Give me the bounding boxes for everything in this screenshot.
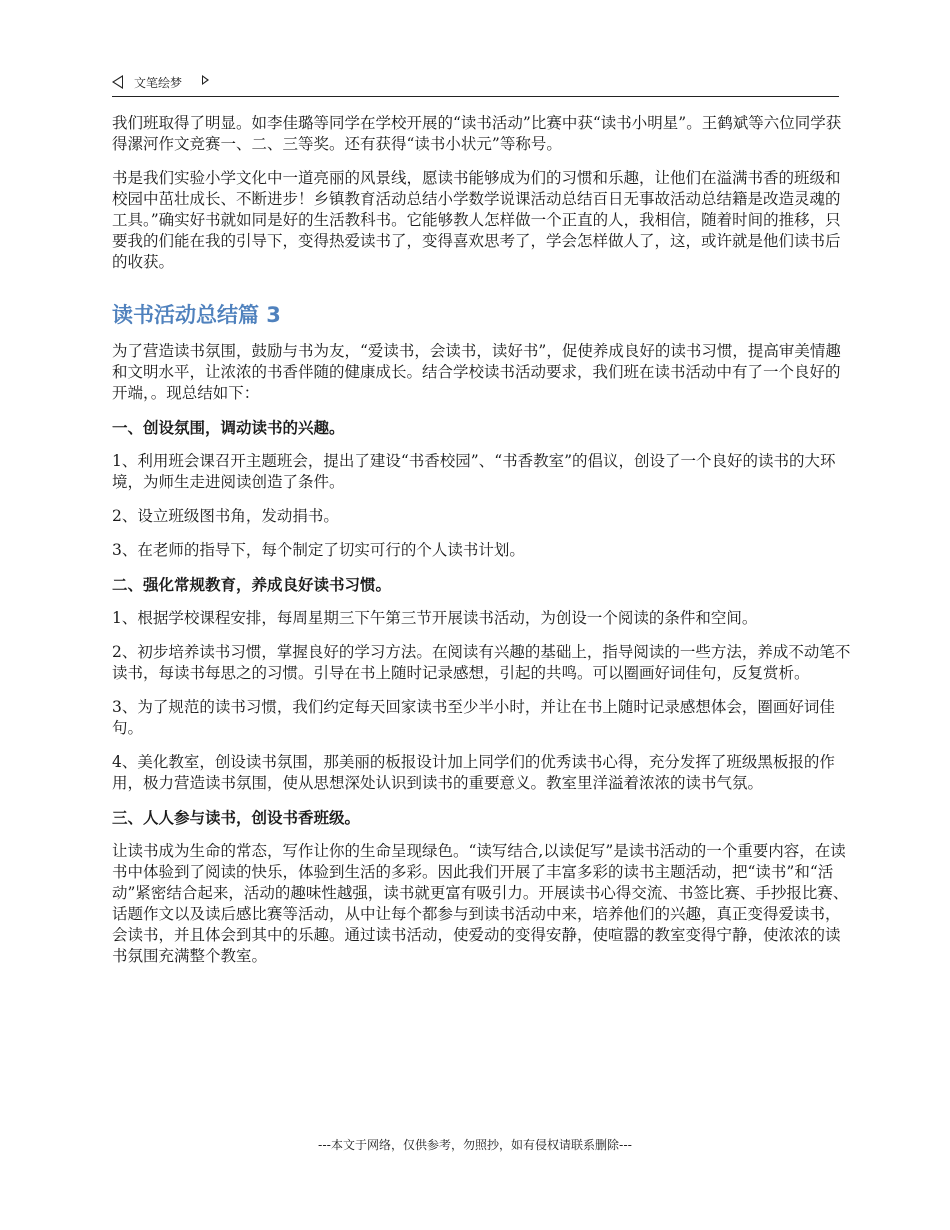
page-footer: ---本文于网络，仅供参考，勿照抄，如有侵权请联系删除--- [318, 1138, 632, 1152]
paragraph: 我们班取得了明显。如李佳璐等同学在学校开展的“读书活动”比赛中获“读书小明星”。王鹤斌等六位同学获得漯河作文竞赛一、二、三等奖。还有获得“读书小状元”等称号。 [112, 114, 842, 153]
list-item: 3、为了规范的读书习惯，我们约定每天回家读书至少半小时，并让在书上随时记录感想体会，圈画好词佳句。 [112, 698, 835, 737]
part2-heading: 二、强化常规教育，养成良好读书习惯。 [112, 575, 392, 594]
section-intro: 为了营造读书氛围，鼓励与书为友，“爱读书，会读书，读好书”，促使养成良好的读书习惯，提高审美情趣和文明水平，让浓浓的书香伴随的健康成长。结合学校读书活动要求，我们班在读书活动中有了一个良好的开端，。现总结如下： [112, 342, 841, 402]
header-title: 文笔绘梦 [134, 76, 183, 90]
triangle-left-icon [112, 75, 123, 89]
triangle-right-icon [202, 75, 209, 85]
part1-heading: 一、创设氛围，调动读书的兴趣。 [112, 418, 345, 437]
page-header [112, 72, 839, 97]
list-item: 4、美化教室，创设读书氛围，那美丽的板报设计加上同学们的优秀读书心得，充分发挥了班级黑板报的作用，极力营造读书氛围，使从思想深处认识到读书的重要意义。教室里洋溢着浓浓的读书气氛。 [112, 753, 835, 792]
list-item: 2、初步培养读书习惯，掌握良好的学习方法。在阅读有兴趣的基础上，指导阅读的一些方法，养成不动笔不读书，每读书每思之的习惯。引导在书上随时记录感想，引起的共鸣。可以圈画好词佳句，反复赏析。 [112, 643, 851, 682]
paragraph: 让读书成为生命的常态，写作让你的生命呈现绿色。“读写结合,以读促写”是读书活动的一个重要内容，在读书中体验到了阅读的快乐，体验到生活的多彩。因此我们开展了丰富多彩的读书主题活动，把“读书”和“活动”紧密结合起来，活动的趣味性越强，读书就更富有吸引力。开展读书心得交流、书签比赛、手抄报比赛、话题作文以及读后感比赛等活动，从中让每个都参与到读书活动中来，培养他们的兴趣，真正变得爱读书，会读书，并且体会到其中的乐趣。通过读书活动，使爱动的变得安静，使喧嚣的教室变得宁静，使浓浓的读书氛围充满整个教室。 [112, 842, 849, 965]
document-body [112, 113, 852, 980]
list-item: 1、利用班会课召开主题班会，提出了建设“书香校园”、“书香教室”的倡议，创设了一个良好的读书的大环境，为师生走进阅读创造了条件。 [112, 452, 836, 491]
paragraph: 书是我们实验小学文化中一道亮丽的风景线，愿读书能够成为们的习惯和乐趣，让他们在溢满书香的班级和校园中茁壮成长、不断进步！乡镇教育活动总结小学数学说课活动总结百日无事故活动总结籍是改造灵魂的工具。”确实好书就如同是好的生活教科书。它能够教人怎样做一个正直的人，我相信，随着时间的推移，只要我的们能在我的引导下，变得热爱读书了，变得喜欢思考了，学会怎样做人了，这，或许就是他们读书后的收获。 [112, 169, 841, 271]
list-item: 1、根据学校课程安排，每周星期三下午第三节开展读书活动，为创设一个阅读的条件和空间。 [112, 609, 758, 627]
section-title: 读书活动总结篇 3 [112, 303, 281, 327]
list-item: 3、在老师的指导下，每个制定了切实可行的个人读书计划。 [112, 541, 525, 559]
list-item: 2、设立班级图书角，发动捐书。 [112, 507, 339, 525]
part3-heading: 三、人人参与读书，创设书香班级。 [112, 808, 361, 827]
